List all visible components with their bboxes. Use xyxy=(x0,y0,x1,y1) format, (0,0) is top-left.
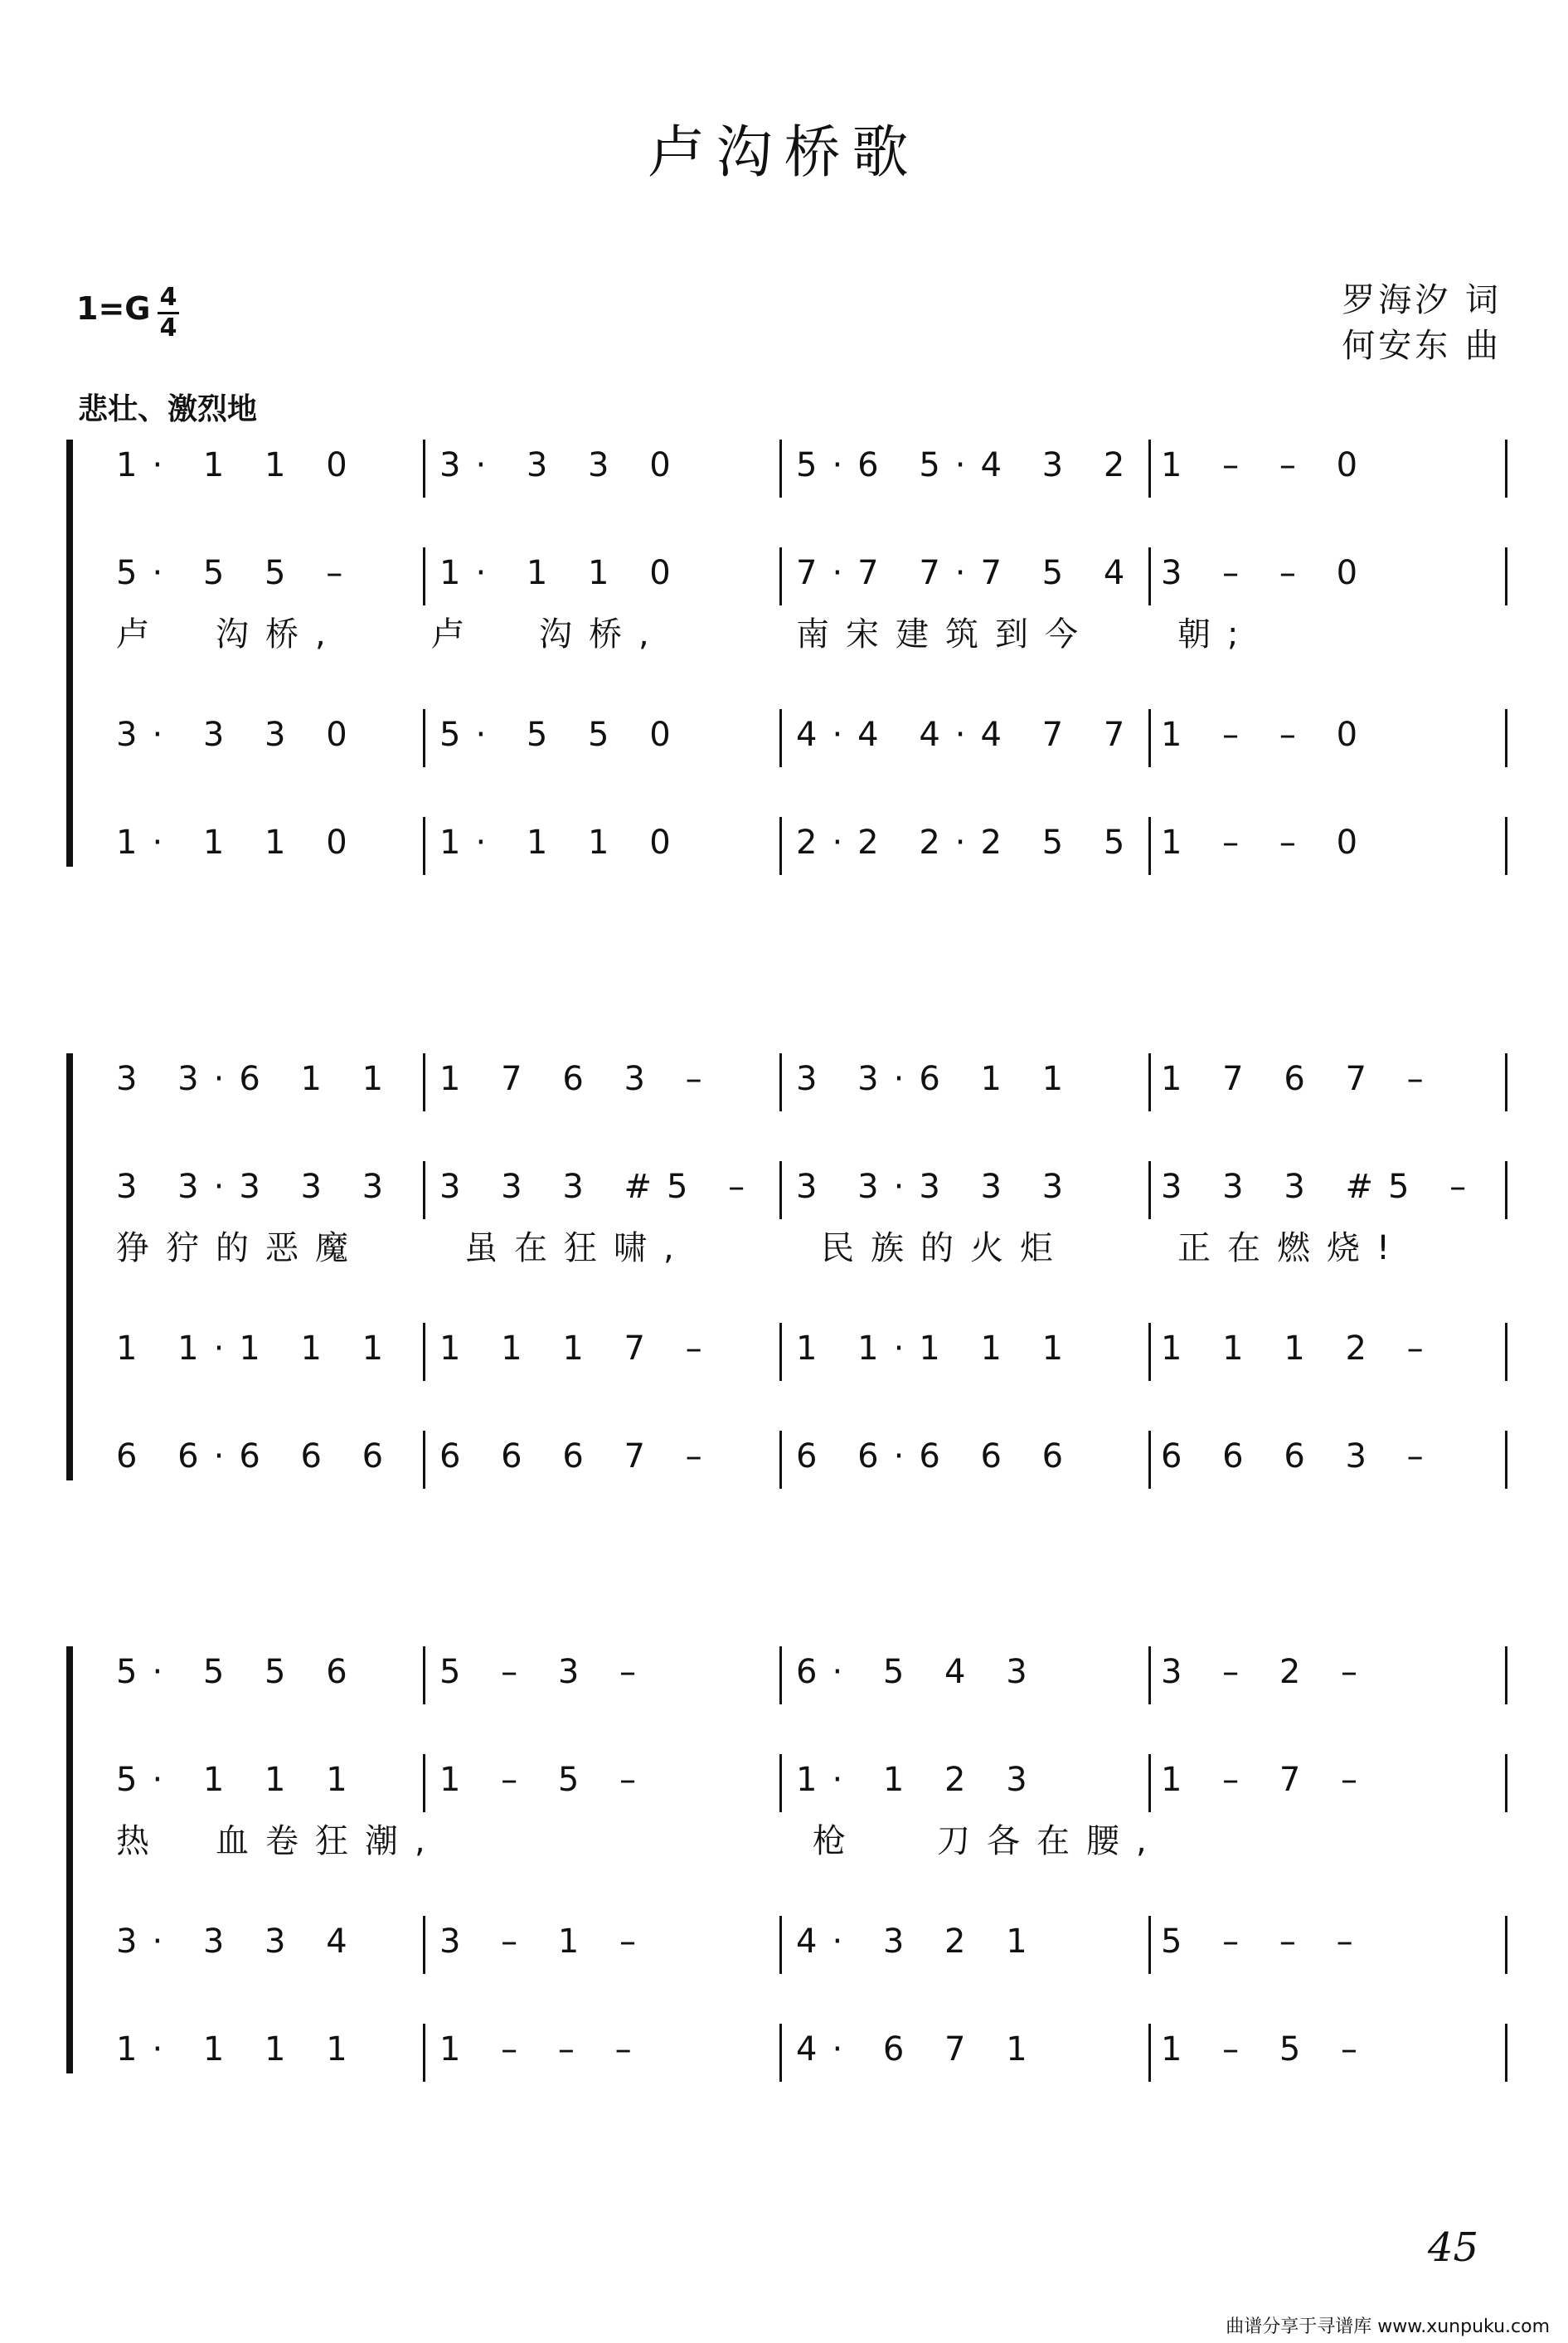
bar-line xyxy=(1505,1431,1507,1489)
measure-notes: 3· 3 3 0 xyxy=(439,446,686,484)
bar-line xyxy=(1505,817,1507,875)
measure-notes: 1 7 6 7 – xyxy=(1161,1060,1439,1098)
bar-line xyxy=(423,1053,425,1111)
bar-line xyxy=(423,1161,425,1219)
bar-line xyxy=(1505,547,1507,605)
bar-line xyxy=(1505,1323,1507,1381)
measure-notes: 1 1 1 2 – xyxy=(1161,1329,1439,1368)
lyric-text: 血卷狂潮, xyxy=(216,1822,442,1860)
measure-notes: 3 3·3 3 3 xyxy=(796,1168,1079,1206)
measure-notes: 6 6·6 6 6 xyxy=(116,1437,399,1475)
bar-line xyxy=(1505,2024,1507,2082)
bar-line xyxy=(423,709,425,767)
measure-notes: 6 6 6 7 – xyxy=(439,1437,717,1475)
bar-line xyxy=(423,1431,425,1489)
measure-notes: 5·6 5·4 3 2 xyxy=(796,446,1140,484)
lyric-text: 狰狞的恶魔 xyxy=(116,1229,365,1267)
measure-notes: 3· 3 3 4 xyxy=(116,1923,362,1961)
system-brace xyxy=(66,1646,73,2073)
measure-notes: 1· 1 1 1 xyxy=(116,2030,362,2068)
measure-notes: 4·4 4·4 7 7 xyxy=(796,716,1140,754)
measure-notes: 6 6 6 3 – xyxy=(1161,1437,1439,1475)
bar-line xyxy=(1148,817,1151,875)
measure-notes: 5· 5 5 0 xyxy=(439,716,686,754)
measure-notes: 3 3 3 #5 – xyxy=(439,1168,760,1206)
measure-notes: 1· 1 1 0 xyxy=(116,824,362,862)
measure-notes: 1 – – 0 xyxy=(1161,446,1373,484)
bar-line xyxy=(1505,1161,1507,1219)
composer-credit: 何安东 曲 xyxy=(1342,327,1502,365)
song-title: 卢沟桥歌 xyxy=(648,120,920,186)
measure-notes: 5 – 3 – xyxy=(439,1653,652,1691)
measure-notes: 3 – 2 – xyxy=(1161,1653,1373,1691)
bar-line xyxy=(779,1916,782,1974)
bar-line xyxy=(779,1754,782,1812)
bar-line xyxy=(423,1323,425,1381)
meter-top: 4 xyxy=(159,283,177,312)
bar-line xyxy=(1148,1161,1151,1219)
bar-line xyxy=(1505,1646,1507,1704)
measure-notes: 3 3·6 1 1 xyxy=(796,1060,1079,1098)
measure-notes: 5· 5 5 6 xyxy=(116,1653,362,1691)
footer-watermark: 曲谱分享于寻谱库 www.xunpuku.com xyxy=(1226,2316,1550,2337)
bar-line xyxy=(423,1916,425,1974)
lyric-text: 卢 xyxy=(431,615,481,654)
bar-line xyxy=(1148,440,1151,498)
lyric-text: 正在燃烧! xyxy=(1177,1229,1407,1267)
bar-line xyxy=(779,1431,782,1489)
measure-notes: 1· 1 1 0 xyxy=(116,446,362,484)
measure-notes: 1 – – – xyxy=(439,2030,647,2068)
bar-line xyxy=(423,817,425,875)
lyric-text: 热 xyxy=(116,1822,166,1860)
bar-line xyxy=(1148,2024,1151,2082)
lyric-text: 虽在狂啸, xyxy=(464,1229,691,1267)
measure-notes: 5 – – – xyxy=(1161,1923,1368,1961)
measure-notes: 1 – – 0 xyxy=(1161,716,1373,754)
bar-line xyxy=(779,1161,782,1219)
measure-notes: 6 6·6 6 6 xyxy=(796,1437,1079,1475)
bar-line xyxy=(1148,1053,1151,1111)
page-number: 45 xyxy=(1427,2224,1478,2271)
bar-line xyxy=(779,1323,782,1381)
bar-line xyxy=(423,440,425,498)
bar-line xyxy=(1148,547,1151,605)
measure-notes: 5· 5 5 – xyxy=(116,554,358,592)
measure-notes: 4· 6 7 1 xyxy=(796,2030,1042,2068)
lyric-text: 沟桥, xyxy=(216,615,342,654)
bar-line xyxy=(1148,709,1151,767)
bar-line xyxy=(1505,1754,1507,1812)
lyric-text: 沟桥, xyxy=(539,615,666,654)
measure-notes: 1 – 5 – xyxy=(1161,2030,1373,2068)
bar-line xyxy=(779,817,782,875)
lyric-text: 刀各在腰, xyxy=(937,1822,1163,1860)
bar-line xyxy=(1505,440,1507,498)
bar-line xyxy=(779,1646,782,1704)
lyric-text: 朝; xyxy=(1177,615,1255,654)
bar-line xyxy=(1148,1916,1151,1974)
measure-notes: 7·7 7·7 5 4 xyxy=(796,554,1140,592)
measure-notes: 1 – 7 – xyxy=(1161,1761,1373,1799)
bar-line xyxy=(779,547,782,605)
bar-line xyxy=(1505,1053,1507,1111)
bar-line xyxy=(423,547,425,605)
bar-line xyxy=(423,1754,425,1812)
measure-notes: 1 7 6 3 – xyxy=(439,1060,717,1098)
lyric-text: 枪 xyxy=(813,1822,862,1860)
measure-notes: 3 3 3 #5 – xyxy=(1161,1168,1482,1206)
measure-notes: 3 – 1 – xyxy=(439,1923,652,1961)
measure-notes: 3· 3 3 0 xyxy=(116,716,362,754)
bar-line xyxy=(423,1646,425,1704)
bar-line xyxy=(1148,1646,1151,1704)
bar-line xyxy=(779,2024,782,2082)
bar-line xyxy=(779,1053,782,1111)
measure-notes: 1· 1 1 0 xyxy=(439,554,686,592)
measure-notes: 1· 1 2 3 xyxy=(796,1761,1042,1799)
bar-line xyxy=(423,2024,425,2082)
meter-bottom: 4 xyxy=(159,314,177,343)
lyric-text: 民族的火炬 xyxy=(821,1229,1070,1267)
time-signature xyxy=(156,284,181,343)
system-brace xyxy=(66,1053,73,1480)
measure-notes: 4· 3 2 1 xyxy=(796,1923,1042,1961)
measure-notes: 3 3·3 3 3 xyxy=(116,1168,399,1206)
bar-line xyxy=(779,440,782,498)
lyricist-credit: 罗海汐 词 xyxy=(1342,281,1502,319)
system-brace xyxy=(66,440,73,867)
measure-notes: 1 1 1 7 – xyxy=(439,1329,717,1368)
measure-notes: 1· 1 1 0 xyxy=(439,824,686,862)
measure-notes: 5· 1 1 1 xyxy=(116,1761,362,1799)
measure-notes: 1 1·1 1 1 xyxy=(116,1329,399,1368)
bar-line xyxy=(1505,1916,1507,1974)
bar-line xyxy=(1505,709,1507,767)
measure-notes: 2·2 2·2 5 5 xyxy=(796,824,1140,862)
measure-notes: 6· 5 4 3 xyxy=(796,1653,1042,1691)
bar-line xyxy=(1148,1431,1151,1489)
key-signature: 1=G xyxy=(76,290,151,327)
measure-notes: 3 3·6 1 1 xyxy=(116,1060,399,1098)
lyric-text: 卢 xyxy=(116,615,166,654)
lyric-text: 南宋建筑到今 xyxy=(796,615,1095,654)
measure-notes: 1 – – 0 xyxy=(1161,824,1373,862)
measure-notes: 1 – 5 – xyxy=(439,1761,652,1799)
bar-line xyxy=(779,709,782,767)
tempo-marking: 悲壮、激烈地 xyxy=(78,392,258,426)
bar-line xyxy=(1148,1323,1151,1381)
measure-notes: 1 1·1 1 1 xyxy=(796,1329,1079,1368)
bar-line xyxy=(1148,1754,1151,1812)
measure-notes: 3 – – 0 xyxy=(1161,554,1373,592)
